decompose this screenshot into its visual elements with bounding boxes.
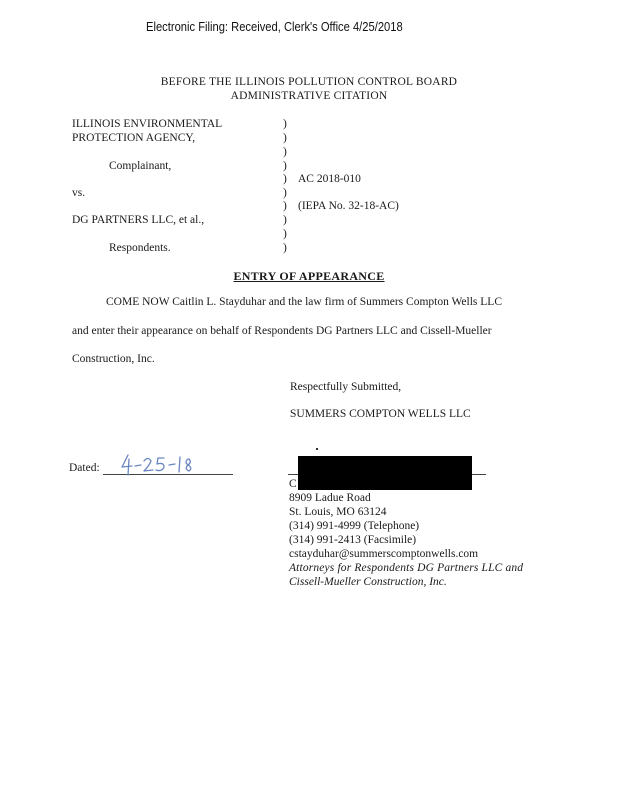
firm-name: SUMMERS COMPTON WELLS LLC (290, 408, 471, 420)
complainant-name-line2: PROTECTION AGENCY, (72, 132, 196, 144)
caption-paren: ) (283, 173, 287, 185)
attorney-role-line1: Attorneys for Respondents DG Partners LLC and (289, 562, 524, 574)
respondent-role: Respondents. (109, 242, 171, 254)
filing-stamp: Electronic Filing: Received, Clerk's Office 4/25/2018 (146, 19, 403, 34)
address-line2: St. Louis, MO 63124 (289, 506, 387, 518)
caption-paren: ) (283, 228, 287, 240)
telephone: (314) 991-4999 (Telephone) (289, 520, 420, 532)
iepa-number: (IEPA No. 32-18-AC) (298, 200, 399, 212)
caption-paren: ) (283, 214, 287, 226)
caption-paren: ) (283, 118, 287, 130)
caption-paren: ) (283, 242, 287, 254)
paragraph-line: and enter their appearance on behalf of Respondents DG Partners LLC and Cissell-Mueller (72, 325, 492, 337)
closing: Respectfully Submitted, (290, 381, 402, 393)
stray-mark (316, 448, 318, 450)
complainant-role: Complainant, (109, 160, 172, 172)
board-heading-line1: BEFORE THE ILLINOIS POLLUTION CONTROL BOARD (160, 76, 458, 88)
attorney-name-initial: C (289, 478, 297, 490)
document-title: ENTRY OF APPEARANCE (233, 269, 385, 283)
caption-paren: ) (283, 187, 287, 199)
caption-paren: ) (283, 132, 287, 144)
caption-paren: ) (283, 146, 287, 158)
handwritten-date-signature (118, 453, 208, 477)
paragraph-line: COME NOW Caitlin L. Stayduhar and the law firm of Summers Compton Wells LLC (106, 296, 502, 308)
paragraph-line: Construction, Inc. (72, 353, 155, 365)
attorney-role-line2: Cissell-Mueller Construction, Inc. (289, 576, 447, 588)
dated-label: Dated: (69, 462, 100, 474)
facsimile: (314) 991-2413 (Facsimile) (289, 534, 417, 546)
address-line1: 8909 Ladue Road (289, 492, 371, 504)
board-heading-line2: ADMINISTRATIVE CITATION (230, 90, 388, 102)
caption-paren: ) (283, 160, 287, 172)
versus-label: vs. (72, 187, 86, 199)
email: cstayduhar@summerscomptonwells.com (289, 548, 479, 560)
complainant-name-line1: ILLINOIS ENVIRONMENTAL (72, 118, 223, 130)
respondent-name: DG PARTNERS LLC, et al., (72, 214, 205, 226)
redacted-signature (298, 456, 472, 490)
caption-paren: ) (283, 200, 287, 212)
case-number: AC 2018-010 (298, 173, 361, 185)
